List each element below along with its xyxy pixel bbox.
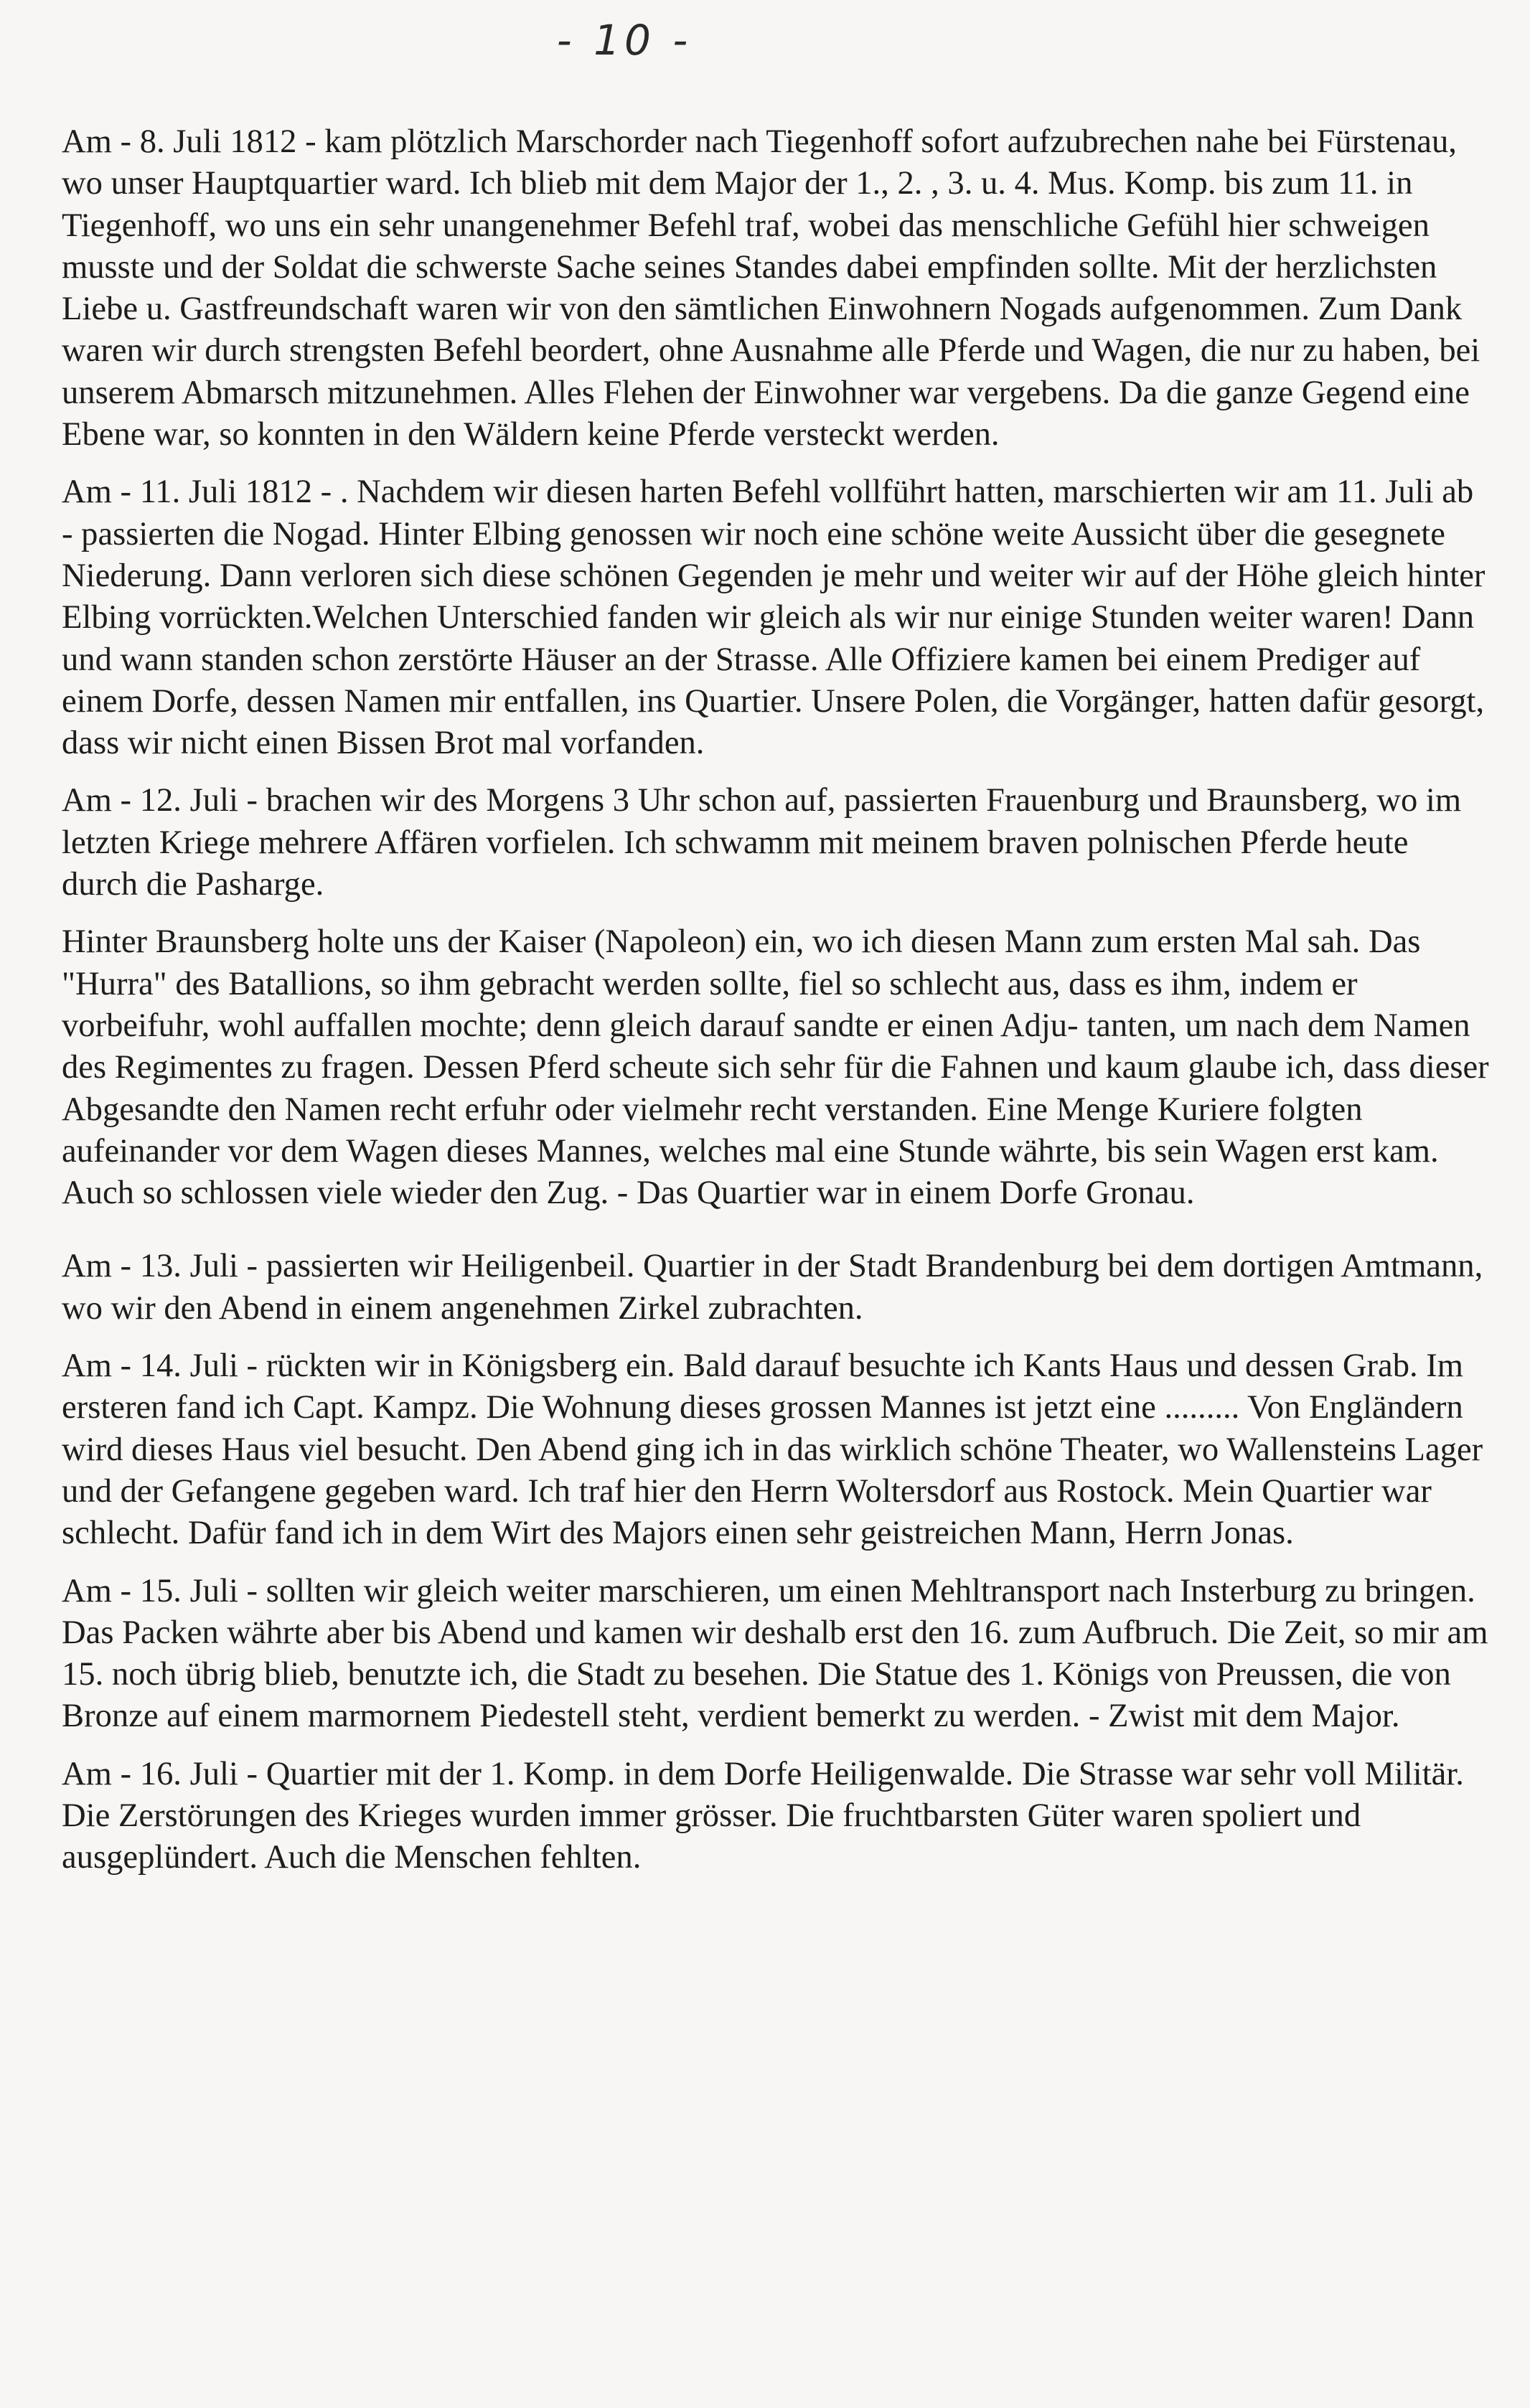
entry-11-juli: Am - 11. Juli 1812 - . Nachdem wir diesen harten Befehl vollführt hatten, marschierten wir am 11. Juli ab - passierten die Nogad. Hinter Elbing genossen wir noch eine schöne weite Aussicht über die gesegnete Niederung. Dann verloren sich diese schönen Gegenden je mehr und weiter wir auf der Höhe gleich hinter Elbing vorrückten.Welchen Unterschied fanden wir gleich als wir nur einige Stunden weiter waren! Dann und wann standen schon zerstörte Häuser an der Strasse. Alle Offiziere kamen bei einem Prediger auf einem Dorfe, dessen Namen mir entfallen, ins Quartier. Unsere Polen, die Vorgänger, hatten dafür gesorgt, dass wir nicht einen Bissen Brot mal vorfanden. [62,473,1486,762]
entry-14-juli: Am - 14. Juli - rückten wir in Königsberg ein. Bald darauf besuchte ich Kants Haus und dessen Grab. Im ersteren fand ich Capt. Kampz. Die Wohnung dieses grossen Mannes ist jetzt eine ......... Von Engländern wird dieses Haus viel besucht. Den Abend ging ich in das wirklich schöne Theater, wo Wallensteins Lager und der Gefangene gegeben ward. Ich traf hier den Herrn Woltersdorf aus Rostock. Mein Quartier war schlecht. Dafür fand ich in dem Wirt des Majors einen sehr geistreichen Mann, Herrn Jonas. [62,1347,1483,1552]
entry-12-juli: Am - 12. Juli - brachen wir des Morgens 3 Uhr schon auf, passierten Frauenburg und Braunsberg, wo im letzten Kriege mehrere Affären vorfielen. Ich schwamm mit meinem braven polnischen Pferde heute durch die Pasharge. [62,781,1462,903]
document-body [62,121,1490,1878]
page-number: - 10 - [556,16,693,65]
entry-hinter-braunsberg: Hinter Braunsberg holte uns der Kaiser (Napoleon) ein, wo ich diesen Mann zum ersten Mal sah. Das "Hurra" des Batallions, so ihm gebracht werden sollte, fiel so schlecht aus, dass es ihm, indem er vorbeifuhr, wohl auffallen mochte; denn gleich darauf sandte er einen Adju- tanten, um nach dem Namen des Regimentes zu fragen. Dessen Pferd scheute sich sehr für die Fahnen und kaum glaube ich, dass dieser Abgesandte den Namen recht erfuhr oder vielmehr recht verstanden. Eine Menge Kuriere folgten aufeinander vor dem Wagen dieses Mannes, welches mal eine Stunde währte, bis sein Wagen erst kam. Auch so schlossen viele wieder den Zug. - Das Quartier war in einem Dorfe Gronau. [62,923,1489,1212]
entry-8-juli: Am - 8. Juli 1812 - kam plötzlich Marschorder nach Tiegenhoff sofort aufzubrechen nahe bei Fürstenau, wo unser Hauptquartier ward. Ich blieb mit dem Major der 1., 2. , 3. u. 4. Mus. Komp. bis zum 11. in Tiegenhoff, wo uns ein sehr unangenehmer Befehl traf, wobei das menschliche Gefühl hier schweigen musste und der Soldat die schwerste Sache seines Standes dabei empfinden sollte. Mit der herzlichsten Liebe u. Gastfreundschaft waren wir von den sämtlichen Einwohnern Nogads aufgenommen. Zum Dank waren wir durch strengsten Befehl beordert, ohne Ausnahme alle Pferde und Wagen, die nur zu haben, bei unserem Abmarsch mitzunehmen. Alles Flehen der Einwohner war vergebens. Da die ganze Gegend eine Ebene war, so konnten in den Wäldern keine Pferde versteckt werden. [62,123,1480,453]
entry-16-juli: Am - 16. Juli - Quartier mit der 1. Komp. in dem Dorfe Heiligenwalde. Die Strasse war sehr voll Militär. Die Zerstörungen des Krieges wurden immer grösser. Die fruchtbarsten Güter waren spoliert und ausgeplündert. Auch die Menschen fehlten. [62,1754,1464,1876]
entry-15-juli: Am - 15. Juli - sollten wir gleich weiter marschieren, um einen Mehltransport nach Insterburg zu bringen. Das Packen währte aber bis Abend und kamen wir deshalb erst den 16. zum Aufbruch. Die Zeit, so mir am 15. noch übrig blieb, benutzte ich, die Stadt zu besehen. Die Statue des 1. Königs von Preussen, die von Bronze auf einem marmornem Piedestell steht, verdient bemerkt zu werden. - Zwist mit dem Major. [62,1571,1488,1735]
entry-13-juli: Am - 13. Juli - passierten wir Heiligenbeil. Quartier in der Stadt Brandenburg bei dem dortigen Amtmann, wo wir den Abend in einem angenehmen Zirkel zubrachten. [62,1247,1483,1327]
